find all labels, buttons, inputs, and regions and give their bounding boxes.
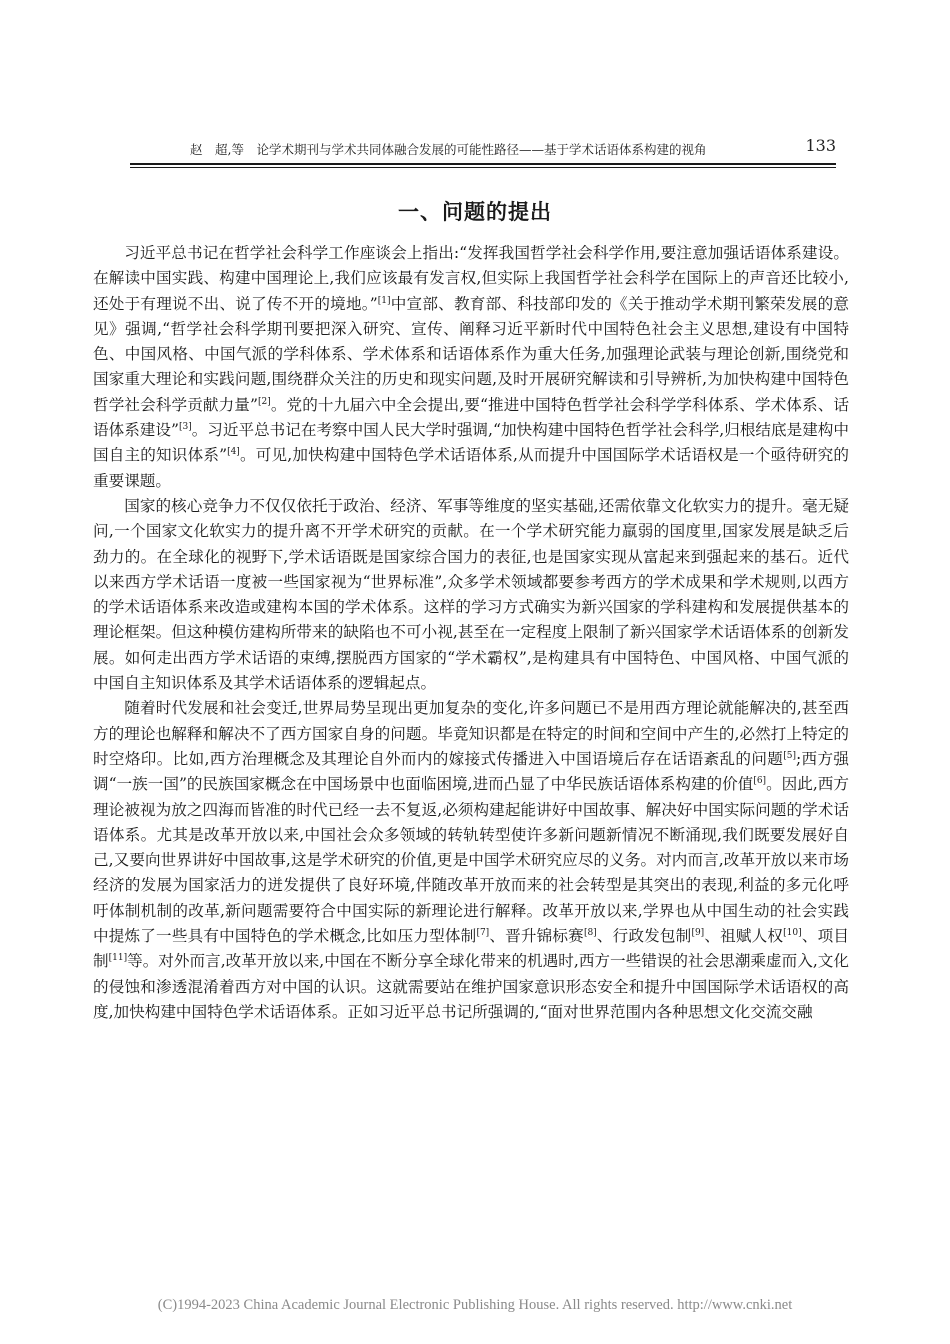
- text-run: 。党的十九届六中全会提出,要“推进中国特色哲学社会科学学科体系、学术体系、话语体系建设”: [93, 395, 849, 440]
- text-run: 。可见,加快构建中国特色学术话语体系,从而提升中国国际学术话语权是一个亟待研究的重要课题。: [93, 446, 849, 490]
- text-run: ;西方强调“一族一国”的民族国家概念在中国场景中也面临困境,进而凸显了中华民族话语体系构建的价值: [93, 749, 849, 794]
- citation-ref: [10]: [783, 927, 802, 938]
- text-run: 等。对外而言,改革开放以来,中国在不断分享全球化带来的机遇时,西方一些错误的社会思潮乘虚而入,文化的侵蚀和渗透混淆着西方对中国的认识。这就需要站在维护国家意识形态安全和提升中国国际学术话语权的高度,加快构建中国特色学术话语体系。正如习近平总书记所强调的,“面对世界范围内各种思想文化交流交融: [93, 952, 849, 1021]
- text-run: 随着时代发展和社会变迁,世界局势呈现出更加复杂的变化,许多问题已不是用西方理论就能解决的,甚至西方的理论也解释和解决不了西方国家自身的问题。毕竟知识都是在特定的时间和空间中产生的,必然打上特定的时空烙印。比如,西方治理概念及其理论自外而内的嫁接式传播进入中国语境后存在话语紊乱的问题: [93, 699, 849, 768]
- header-rule-thin: [130, 167, 836, 168]
- citation-ref: [5]: [783, 750, 796, 761]
- text-run: 。习近平总书记在考察中国人民大学时强调,“加快构建中国特色哲学社会科学,归根结底是建构中国自主的知识体系”: [93, 421, 849, 465]
- citation-ref: [3]: [178, 421, 192, 432]
- page-number: 133: [805, 136, 836, 155]
- text-run: 习近平总书记在哲学社会科学工作座谈会上指出:“发挥我国哲学社会科学作用,要注意加强话语体系建设。在解读中国实践、构建中国理论上,我们应该最有发言权,但实际上我国哲学社会科学在国际上的声音还比较小,还处于有理说不出、说了传不开的境地。”: [93, 244, 849, 313]
- citation-ref: [9]: [691, 927, 705, 938]
- citation-ref: [1]: [377, 295, 391, 306]
- paragraph: [93, 241, 849, 494]
- citation-ref: [7]: [476, 927, 490, 938]
- running-header: [130, 138, 836, 160]
- article-body: [93, 241, 849, 1025]
- section-title: 一、问题的提出: [398, 200, 552, 224]
- citation-ref: [8]: [583, 927, 597, 938]
- running-title: 赵 超,等 论学术期刊与学术共同体融合发展的可能性路径——基于学术话语体系构建的视角: [190, 142, 707, 157]
- header-rule-thick: [130, 163, 836, 165]
- citation-ref: [2]: [257, 396, 271, 407]
- paragraph: [93, 696, 849, 1025]
- paragraph: [93, 494, 849, 696]
- text-run: 中宣部、教育部、科技部印发的《关于推动学术期刊繁荣发展的意见》强调,“哲学社会科学期刊要把深入研究、宣传、阐释习近平新时代中国特色社会主义思想,建设有中国特色、中国风格、中国气派的学科体系、学术体系和话语体系作为重大任务,加强理论武装与理论创新,围绕党和国家重大理论和实践问题,围绕群众关注的历史和现实问题,及时开展研究解读和引导辨析,为加快构建中国特色哲学社会科学贡献力量”: [93, 294, 849, 414]
- citation-ref: [11]: [108, 953, 128, 964]
- text-run: 、项目制: [93, 927, 849, 971]
- citation-ref: [6]: [753, 776, 767, 787]
- text-run: 国家的核心竞争力不仅仅依托于政治、经济、军事等维度的坚实基础,还需依靠文化软实力的提升。毫无疑问,一个国家文化软实力的提升离不开学术研究的贡献。在一个学术研究能力羸弱的国度里,国家发展是缺乏后劲力的。在全球化的视野下,学术话语既是国家综合国力的表征,也是国家实现从富起来到强起来的基石。近代以来西方学术话语一度被一些国家视为“世界标准”,众多学术领域都要参考西方的学术成果和学术规则,以西方的学术话语体系来改造或建构本国的学术体系。这样的学习方式确实为新兴国家的学科建构和发展提供基本的理论框架。但这种模仿建构所带来的缺陷也不可小视,甚至在一定程度上限制了新兴国家学术话语体系的创新发展。如何走出西方学术话语的束缚,摆脱西方国家的“学术霸权”,是构建具有中国特色、中国风格、中国气派的中国自主知识体系及其学术话语体系的逻辑起点。: [93, 496, 849, 693]
- copyright-footer: (C)1994-2023 China Academic Journal Electronic Publishing House. All rights reserved. http://www.cnki.net: [157, 1297, 793, 1313]
- text-run: 、行政发包制: [596, 927, 692, 946]
- text-run: 、晋升锦标赛: [489, 927, 584, 946]
- text-run: 。因此,西方理论被视为放之四海而皆准的时代已经一去不复返,必须构建起能讲好中国故事、解决好中国实际问题的学术话语体系。尤其是改革开放以来,中国社会众多领域的转轨转型使许多新问题新情况不断涌现,我们既要发展好自己,又要向世界讲好中国故事,这是学术研究的价值,更是中国学术研究应尽的义务。对内而言,改革开放以来市场经济的发展为国家活力的迸发提供了良好环境,伴随改革开放而来的社会转型是其突出的表现,利益的多元化呼吁体制机制的改革,新问题需要符合中国实际的新理论进行解释。改革开放以来,学界也从中国生动的社会实践中提炼了一些具有中国特色的学术概念,比如压力型体制: [93, 775, 849, 946]
- citation-ref: [4]: [227, 447, 240, 458]
- text-run: 、祖赋人权: [704, 927, 784, 946]
